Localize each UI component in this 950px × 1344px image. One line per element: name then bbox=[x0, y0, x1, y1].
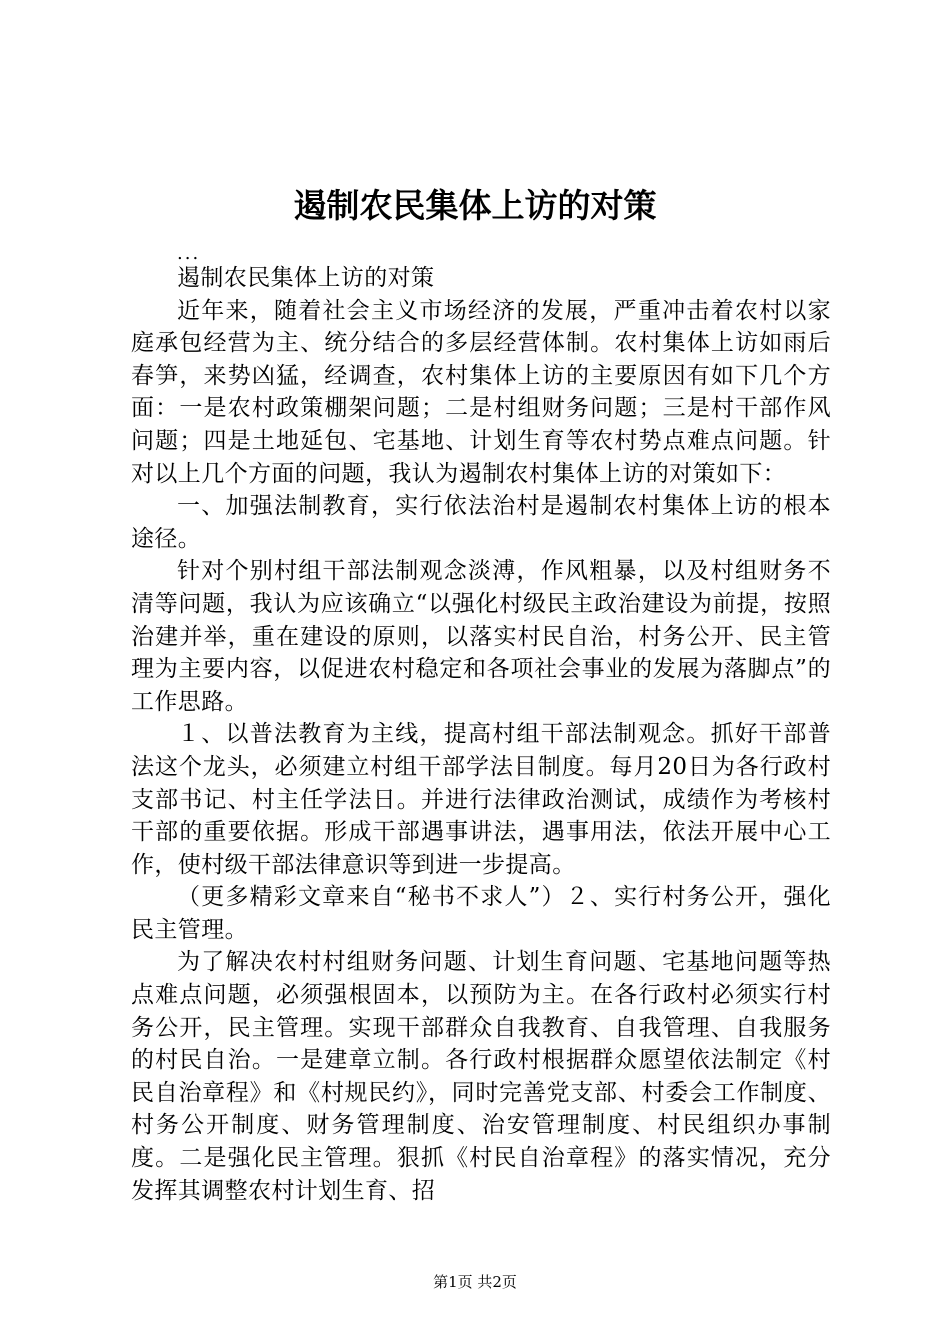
body-paragraph: 针对个别村组干部法制观念淡溥，作风粗暴，以及村组财务不清等问题，我认为应该确立“以强化村级民主政治建设为前提，按照治建并举，重在建设的原则，以落实村民自治，村务公开、民主管理为主要内容，以促进农村稳定和各项社会事业的发展为落脚点”的工作思路。 bbox=[131, 558, 831, 715]
page-footer: 第1页 共2页 bbox=[433, 1273, 517, 1291]
body-paragraph: （更多精彩文章来自“秘书不求人”）２、实行村务公开，强化民主管理。 bbox=[131, 884, 831, 943]
intro-paragraph: 近年来，随着社会主义市场经济的发展，严重冲击着农村以家庭承包经营为主、统分结合的多层经营体制。农村集体上访如雨后春笋，来势凶猛，经调查，农村集体上访的主要原因有如下几个方面：一是农村政策棚架问题；二是村组财务问题；三是村干部作风问题；四是土地延包、宅基地、计划生育等农村势点难点问题。针对以上几个方面的问题，我认为遏制农村集体上访的对策如下： bbox=[131, 297, 831, 487]
body-paragraph: 为了解决农村村组财务问题、计划生育问题、宅基地问题等热点难点问题，必须强根固本，以预防为主。在各行政村必须实行村务公开，民主管理。实现干部群众自我教育、自我管理、自我服务的村民自治。一是建章立制。各行政村根据群众愿望依法制定《村民自治章程》和《村规民约》，同时完善党支部、村委会工作制度、村务公开制度、财务管理制度、治安管理制度、村民组织办事制度。二是强化民主管理。狠抓《村民自治章程》的落实情况，充分发挥其调整农村计划生育、招 bbox=[131, 949, 831, 1204]
body-paragraph: １、以普法教育为主线，提高村组干部法制观念。抓好干部普法这个龙头，必须建立村组干部学法目制度。每月20日为各行政村支部书记、村主任学法日。并进行法律政治测试，成绩作为考核村干部的重要依据。形成干部遇事讲法，遇事用法，依法开展中心工作，使村级干部法律意识等到进一步提高。 bbox=[131, 721, 831, 878]
ellipsis-marker: ... bbox=[177, 243, 201, 264]
page-title: 遏制农民集体上访的对策 bbox=[293, 186, 657, 225]
subtitle-paragraph: 遏制农民集体上访的对策 bbox=[177, 265, 435, 291]
section-heading-1: 一、加强法制教育，实行依法治村是遏制农村集体上访的根本途径。 bbox=[131, 493, 831, 552]
document-body bbox=[131, 262, 831, 1207]
